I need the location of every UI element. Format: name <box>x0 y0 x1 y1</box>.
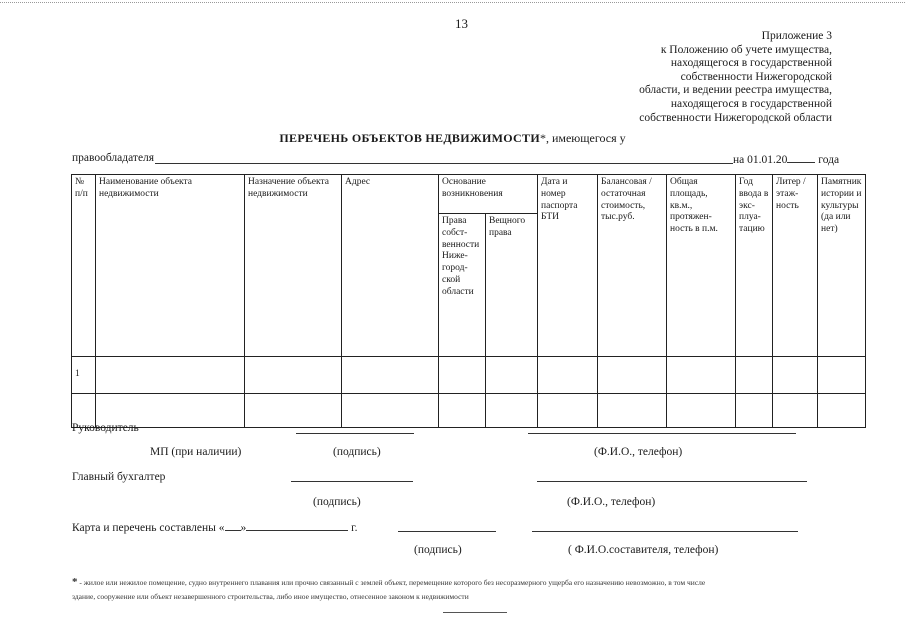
table-cell[interactable] <box>439 394 486 428</box>
table-row <box>72 394 866 428</box>
footnote-line-1 <box>72 575 852 590</box>
table-cell[interactable] <box>667 357 736 394</box>
holder-label: правообладателя <box>72 152 155 164</box>
table-cell[interactable] <box>598 357 667 394</box>
header-no: № п/п <box>72 175 96 357</box>
holder-field[interactable] <box>155 163 733 164</box>
compiler-fio-caption: ( Ф.И.О.составителя, телефон) <box>568 544 719 556</box>
table-cell[interactable] <box>342 394 439 428</box>
accountant-signature-caption: (подпись) <box>313 496 361 508</box>
compiler-signature-caption: (подпись) <box>414 544 462 556</box>
header-basis-real-right: Вещного права <box>486 214 538 357</box>
table-cell[interactable] <box>439 357 486 394</box>
compiler-fio-line[interactable] <box>532 531 798 532</box>
page-number: 13 <box>455 16 468 31</box>
footnote-text-1: - жилое или нежилое помещение, судно внутреннего плавания или прочно связанный с землей объект, перемещение которого без несоразмерного ущерба его назначению невозможно, в том числе <box>79 578 706 587</box>
compiled-line <box>72 520 357 534</box>
title-bold: ПЕРЕЧЕНЬ ОБЪЕКТОВ НЕДВИЖИМОСТИ <box>279 131 540 145</box>
header-monument: Памятник истории и культуры (да или нет) <box>818 175 866 357</box>
date-prefix: на 01.01.20 <box>733 154 788 166</box>
table-cell[interactable] <box>736 394 773 428</box>
document-title <box>0 131 905 146</box>
appendix-line: собственности Нижегородской <box>680 70 832 83</box>
header-area: Общая площадь, кв.м., протяжен- ность в п.м. <box>667 175 736 357</box>
header-year: Год ввода в экс- плуа- тацию <box>736 175 773 357</box>
appendix-line: к Положению об учете имущества, <box>660 43 832 56</box>
month-blank[interactable] <box>246 520 348 531</box>
header-balance: Балансовая / остаточная стоимость, тыс.руб. <box>598 175 667 357</box>
stamp-label: МП (при наличии) <box>150 446 242 458</box>
table-header-row <box>72 175 866 214</box>
compiled-year: г. <box>351 522 358 534</box>
head-signature-line[interactable] <box>296 433 414 434</box>
header-bti-date: Дата и номер паспорта БТИ <box>538 175 598 357</box>
table-cell[interactable] <box>96 357 245 394</box>
footnote <box>72 575 852 604</box>
table-cell[interactable] <box>818 357 866 394</box>
top-dotted-edge <box>0 2 905 7</box>
header-basis: Основание возникновения <box>439 175 538 214</box>
appendix-line: находящегося в государственной <box>670 97 832 110</box>
appendix-line: собственности Нижегородской области <box>639 111 832 124</box>
accountant-signature-line[interactable] <box>291 481 413 482</box>
table-cell[interactable] <box>538 394 598 428</box>
table-row <box>72 357 866 394</box>
accountant-label: Главный бухгалтер <box>72 471 166 483</box>
head-fio-line[interactable] <box>528 433 796 434</box>
appendix-line: области, и ведении реестра имущества, <box>639 84 832 97</box>
table-cell[interactable] <box>818 394 866 428</box>
table-cell[interactable] <box>245 357 342 394</box>
table-cell[interactable] <box>342 357 439 394</box>
table-cell-no: 1 <box>72 357 96 394</box>
table-cell[interactable] <box>773 357 818 394</box>
header-name: Наименование объекта недвижимости <box>96 175 245 357</box>
header-purpose: Назначение объекта недвижимости <box>245 175 342 357</box>
footnote-divider <box>443 612 507 613</box>
table-cell[interactable] <box>667 394 736 428</box>
accountant-fio-caption: (Ф.И.О., телефон) <box>567 496 656 508</box>
appendix-header <box>600 30 832 125</box>
property-register-table <box>71 174 866 428</box>
appendix-line: находящегося в государственной <box>670 57 832 70</box>
head-label: Руководитель <box>72 422 139 434</box>
header-address: Адрес <box>342 175 439 357</box>
footnote-text-2: здание, сооружение или объект незавершенного строительства, либо иное имущество, отнесенное законом к недвижимости <box>72 592 469 601</box>
appendix-line: Приложение 3 <box>761 30 832 42</box>
compiled-mid: » <box>240 522 247 534</box>
table-cell[interactable] <box>773 394 818 428</box>
date-suffix: года <box>818 154 840 166</box>
header-liter: Литер / этаж- ность <box>773 175 818 357</box>
table-cell[interactable] <box>486 357 538 394</box>
title-rest: *, имеющегося у <box>539 131 626 145</box>
accountant-fio-line[interactable] <box>537 481 807 482</box>
day-blank[interactable] <box>225 520 241 531</box>
table-cell[interactable] <box>245 394 342 428</box>
table-cell[interactable] <box>538 357 598 394</box>
date-field <box>733 152 839 166</box>
table-cell[interactable] <box>486 394 538 428</box>
footnote-star: * <box>72 576 78 588</box>
compiler-signature-line[interactable] <box>398 531 496 532</box>
head-signature-caption: (подпись) <box>333 446 381 458</box>
table-cell[interactable] <box>598 394 667 428</box>
compiled-prefix: Карта и перечень составлены « <box>72 522 225 534</box>
header-basis-ownership: Права собст- венности Ниже- город- ской области <box>439 214 486 357</box>
head-fio-caption: (Ф.И.О., телефон) <box>594 446 683 458</box>
table-cell[interactable] <box>736 357 773 394</box>
year-blank[interactable] <box>787 152 815 163</box>
